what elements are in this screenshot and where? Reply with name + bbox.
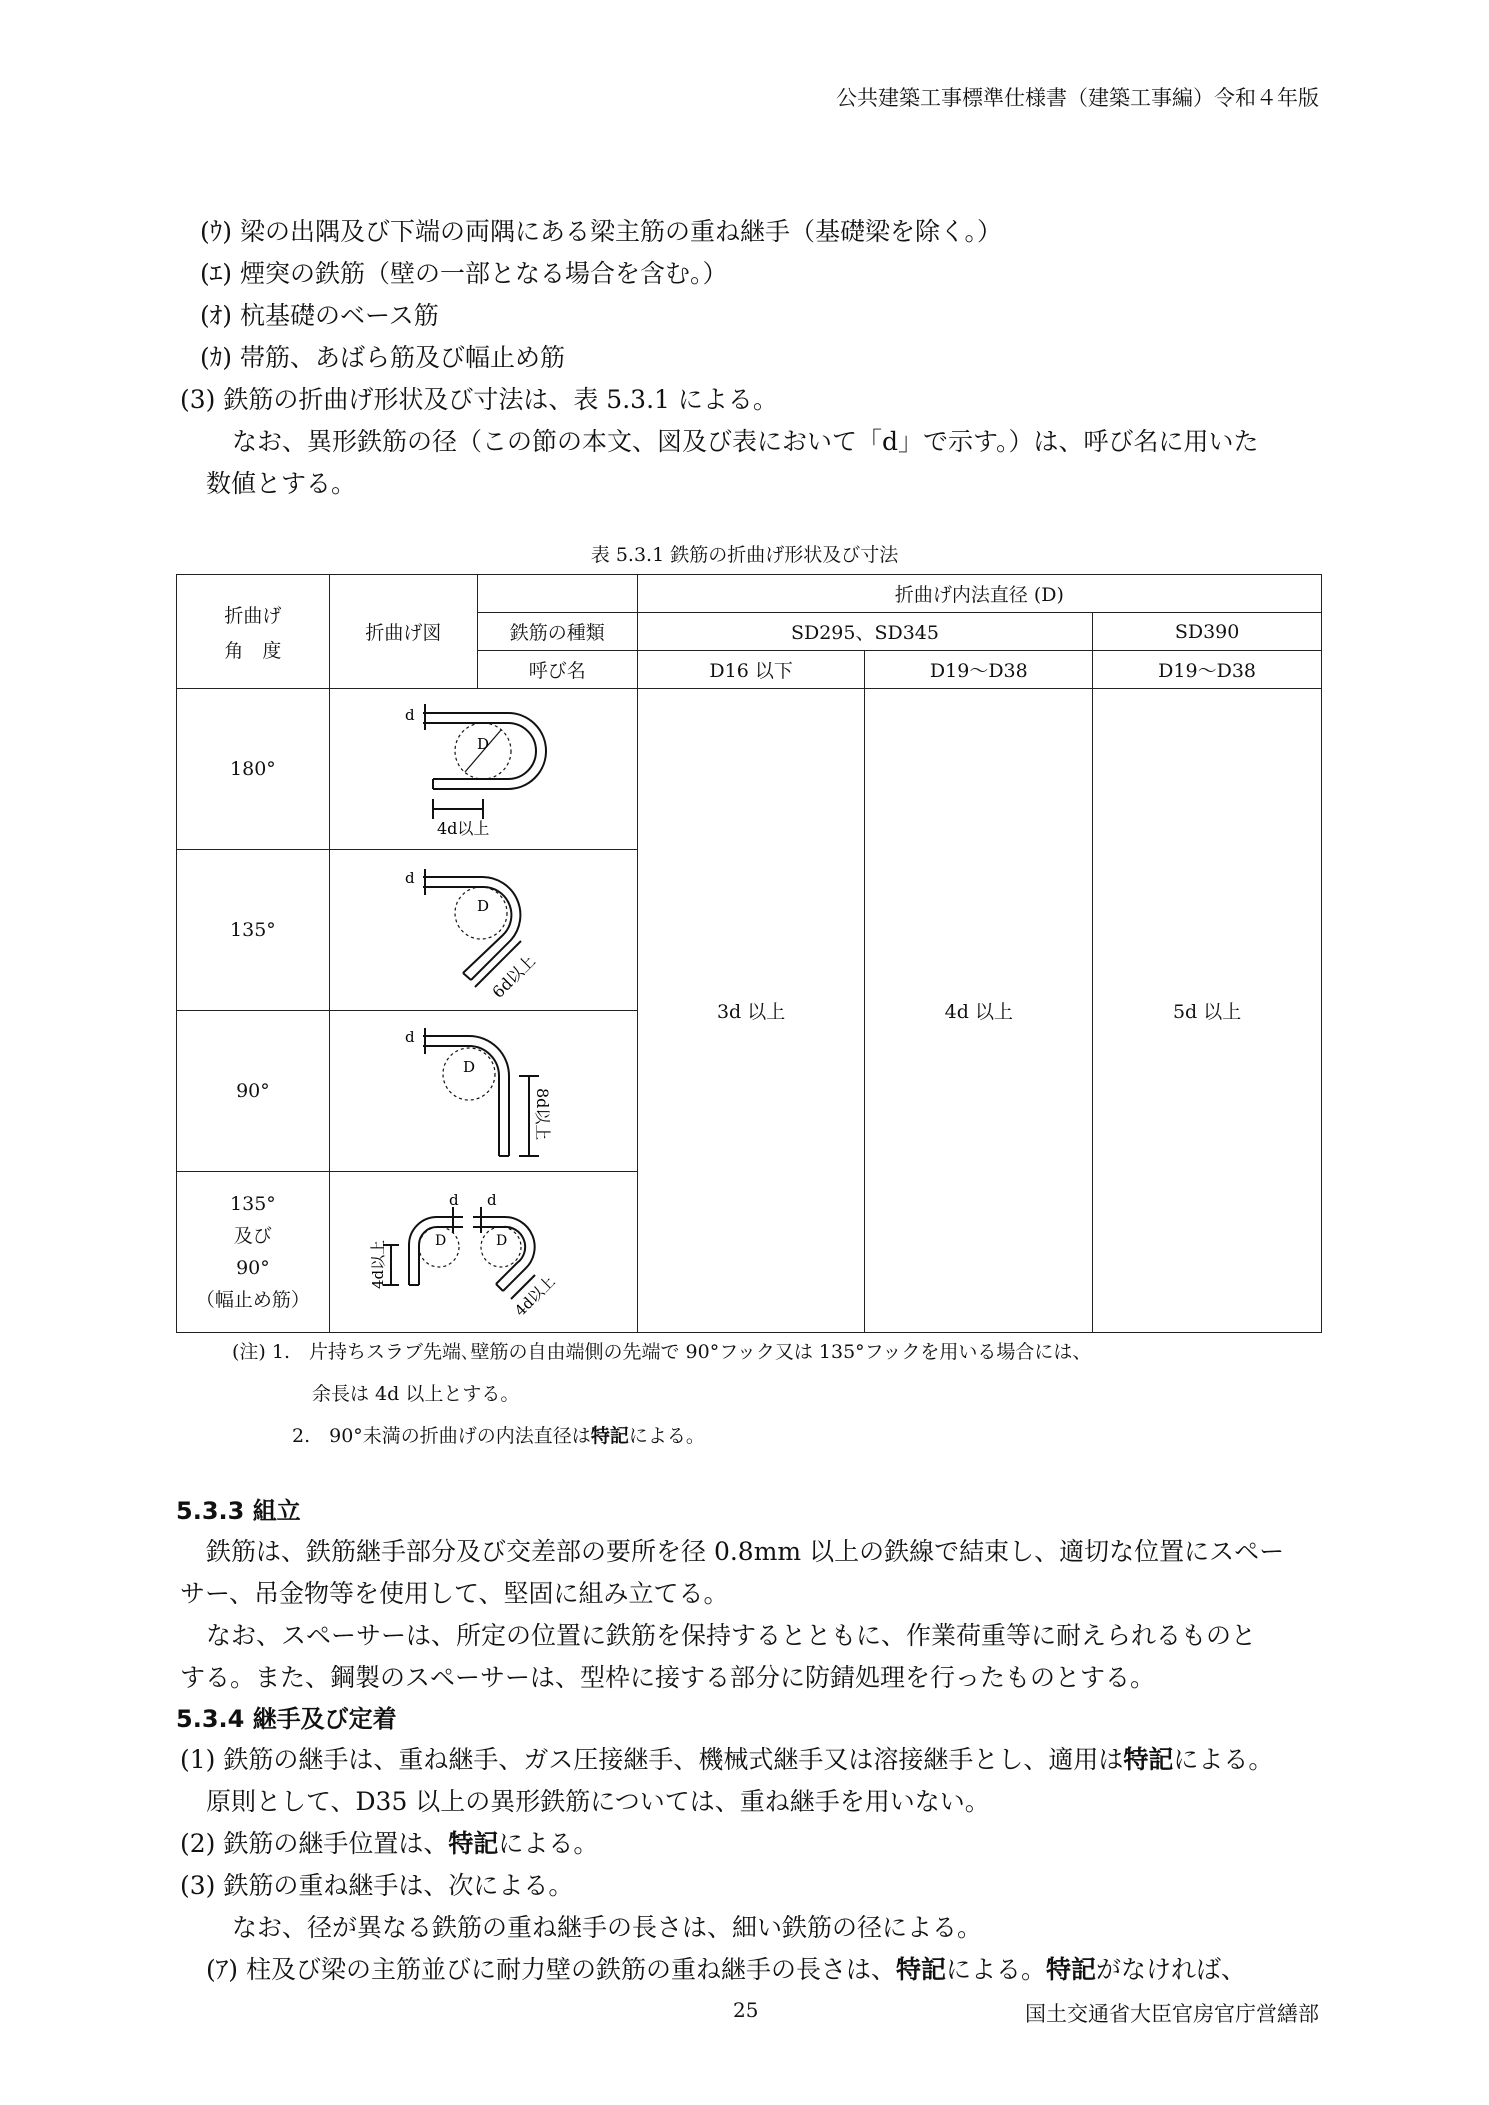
figure-tie [329, 1172, 637, 1333]
tie-line4: （幅止め筋） [195, 1289, 310, 1311]
sec534-c2-post: による。 [498, 1829, 599, 1858]
note-2-post: による。 [628, 1425, 705, 1447]
label-len180: 4d以上 [437, 819, 490, 838]
sec534-c1 [180, 1742, 1273, 1778]
header-size2: D19～D38 [865, 651, 1093, 689]
clause-3: (3) 鉄筋の折曲げ形状及び寸法は、表 5.3.1 による。 [180, 385, 778, 414]
header-angle-line2: 角 度 [224, 639, 282, 662]
sec534-c3-a-mid: による。 [945, 1955, 1046, 1984]
header-size3: D19～D38 [1093, 651, 1322, 689]
clause-3-note: なお、異形鉄筋の径（この節の本文、図及び表において「d」で示す。）は、呼び名に用いた [232, 427, 1259, 456]
label-D: D [496, 1233, 508, 1249]
list-item: (ｵ) 杭基礎のベース筋 [200, 301, 439, 330]
label-len-tie: 4d以上 [369, 1239, 388, 1289]
sec534-c3-a [206, 1952, 1246, 1988]
tie-line2: 及び [233, 1225, 272, 1247]
label-D: D [435, 1233, 447, 1249]
note-2-bold: 特記 [590, 1425, 629, 1447]
header-figure: 折曲げ図 [329, 575, 477, 689]
label-d: d [487, 1191, 497, 1209]
section-heading-534: 5.3.4 継手及び定着 [176, 1705, 397, 1733]
sec534-c2 [180, 1826, 598, 1862]
sec534-c2-bold: 特記 [448, 1829, 499, 1858]
label-len135: 6d以上 [488, 951, 540, 1002]
label-len90: 8d以上 [533, 1088, 553, 1141]
label-d: d [405, 1028, 415, 1046]
label-D: D [477, 897, 490, 915]
label-d: d [405, 706, 415, 724]
header-grade1: SD295、SD345 [637, 613, 1092, 651]
note-1: (注) 1. 片持ちスラブ先端､壁筋の自由端側の先端で 90°フック又は 135°フックを用いる場合には、 [232, 1341, 1092, 1363]
sec533-p2-cont: する。また、鋼製のスペーサーは、型枠に接する部分に防錆処理を行ったものとする。 [180, 1663, 1156, 1692]
bend-135-diagram [353, 855, 613, 1005]
note-2-pre: 2. 90°未満の折曲げの内法直径は [292, 1425, 591, 1447]
bend-table [176, 574, 1322, 1333]
value-4d: 4d 以上 [865, 689, 1093, 1333]
sec534-c3-a-post: がなければ、 [1096, 1955, 1247, 1984]
page-number: 25 [733, 1998, 759, 2022]
header-rebar-type: 鉄筋の種類 [477, 613, 637, 651]
row-angle-135: 135° [177, 850, 330, 1011]
sec534-c1-pre: (1) 鉄筋の継手は、重ね継手、ガス圧接継手、機械式継手又は溶接継手とし、適用は [180, 1745, 1124, 1774]
bend-90-diagram [353, 1016, 613, 1166]
sec534-c1-post: による。 [1173, 1745, 1274, 1774]
row-angle-90: 90° [177, 1011, 330, 1172]
value-3d: 3d 以上 [637, 689, 865, 1333]
list-item: (ｳ) 梁の出隅及び下端の両隅にある梁主筋の重ね継手（基礎梁を除く。） [200, 217, 1002, 246]
clause-3-note-cont: 数値とする。 [206, 469, 357, 498]
section-heading-533: 5.3.3 組立 [176, 1497, 301, 1525]
list-item: (ｶ) 帯筋、あばら筋及び幅止め筋 [200, 343, 565, 372]
header-grade2: SD390 [1093, 613, 1322, 651]
sec533-p1: 鉄筋は、鉄筋継手部分及び交差部の要所を径 0.8mm 以上の鉄線で結束し、適切な位置にスペー [206, 1537, 1285, 1566]
note-1-cont: 余長は 4d 以上とする。 [312, 1383, 520, 1405]
sec534-c3-a-bold2: 特記 [1046, 1955, 1097, 1984]
sec533-p2: なお、スペーサーは、所定の位置に鉄筋を保持するとともに、作業荷重等に耐えられるものと [206, 1621, 1257, 1650]
tie-line1: 135° [230, 1193, 276, 1215]
label-D: D [463, 1058, 476, 1076]
label-len-tie: 4d以上 [511, 1272, 559, 1320]
table-caption: 表 5.3.1 鉄筋の折曲げ形状及び寸法 [590, 544, 899, 566]
label-d: d [405, 869, 415, 887]
list-item: (ｴ) 煙突の鉄筋（壁の一部となる場合を含む。） [200, 259, 728, 288]
sec534-c2-pre: (2) 鉄筋の継手位置は、 [180, 1829, 449, 1858]
sec533-p1-cont: サー、吊金物等を使用して、堅固に組み立てる。 [180, 1579, 729, 1608]
header-inner-diameter: 折曲げ内法直径 (D) [637, 575, 1321, 613]
footer-organization: 国土交通省大臣官房官庁営繕部 [1025, 2002, 1319, 2026]
header-size1: D16 以下 [637, 651, 865, 689]
header-nominal: 呼び名 [477, 651, 637, 689]
bend-180-diagram [353, 694, 613, 844]
row-angle-tie [177, 1172, 330, 1333]
tie-line3: 90° [236, 1257, 270, 1279]
figure-180 [329, 689, 637, 850]
header-angle-line1: 折曲げ [224, 604, 282, 627]
label-D: D [477, 735, 490, 753]
sec534-c3-a-pre: (ｱ) 柱及び梁の主筋並びに耐力壁の鉄筋の重ね継手の長さは、 [206, 1955, 896, 1984]
value-5d: 5d 以上 [1093, 689, 1322, 1333]
running-header: 公共建築工事標準仕様書（建築工事編）令和４年版 [836, 86, 1319, 110]
figure-90 [329, 1011, 637, 1172]
row-angle-180: 180° [177, 689, 330, 850]
sec534-c1-bold: 特記 [1123, 1745, 1174, 1774]
label-d: d [449, 1191, 459, 1209]
sec534-c3: (3) 鉄筋の重ね継手は、次による。 [180, 1871, 574, 1900]
header-angle [177, 575, 330, 689]
sec534-c3-note: なお、径が異なる鉄筋の重ね継手の長さは、細い鉄筋の径による。 [232, 1913, 983, 1942]
sec534-c3-a-bold1: 特記 [895, 1955, 946, 1984]
bend-tie-diagram [353, 1177, 613, 1327]
sec534-c1-cont: 原則として、D35 以上の異形鉄筋については、重ね継手を用いない。 [206, 1787, 990, 1816]
figure-135 [329, 850, 637, 1011]
note-2 [292, 1422, 705, 1450]
